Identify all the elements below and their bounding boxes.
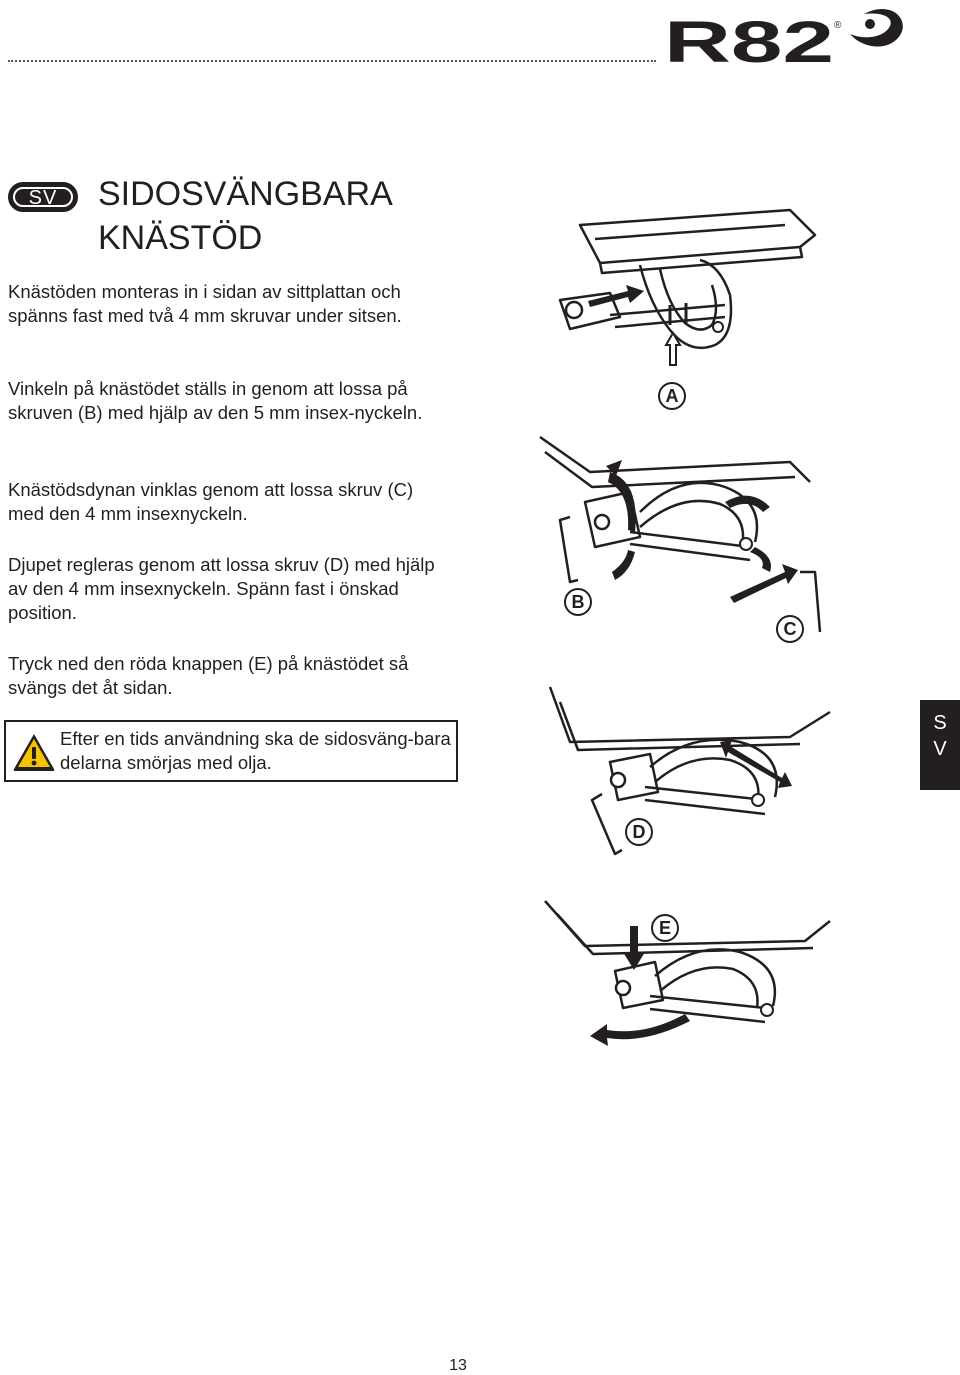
press-down-arrow-icon	[623, 926, 645, 970]
page-number: 13	[449, 1357, 467, 1374]
language-badge-label: SV	[13, 187, 73, 207]
logo-dot-icon	[865, 19, 875, 29]
side-language-tab	[920, 700, 960, 790]
paragraph-swing: Tryck ned den röda knappen (E) på knästödet så svängs det åt sidan.	[8, 653, 409, 698]
title-line-1: SIDOSVÄNGBARA	[98, 175, 393, 213]
logo-registered-mark: ®	[834, 20, 842, 31]
warning-triangle-icon	[12, 732, 56, 772]
warning-text: Efter en tids användning ska de sidosväng-bara delarna smörjas med olja.	[60, 728, 451, 773]
page-title	[98, 172, 393, 260]
paragraph-mounting: Knästöden monteras in i sidan av sittplattan och spänns fast med två 4 mm skruvar under sitsen.	[8, 281, 402, 326]
illustration-e-swing	[545, 896, 830, 1056]
paragraph-angle: Vinkeln på knästödet ställs in genom att lossa på skruven (B) med hjälp av den 5 mm insex-nyckeln.	[8, 378, 423, 423]
illustration-d-depth	[550, 682, 830, 852]
r82-logo	[664, 4, 914, 68]
side-tab-letter-2: V	[933, 738, 947, 760]
title-line-2: KNÄSTÖD	[98, 219, 263, 257]
language-badge	[8, 182, 78, 212]
logo-swirl-icon	[850, 9, 903, 47]
callout-d: D	[625, 818, 653, 846]
rotate-up-arrow-icon	[608, 472, 636, 532]
warning-box	[4, 720, 458, 782]
callout-e: E	[651, 914, 679, 942]
illustration-a-mounting	[540, 205, 830, 375]
logo-text: R82	[664, 10, 834, 68]
rotate-down-arrow-icon	[612, 550, 635, 580]
paragraph-pad-angle: Knästödsdynan vinklas genom att lossa skruv (C) med den 4 mm insexnyckeln.	[8, 479, 414, 524]
swing-aside-arrow-icon	[590, 1014, 690, 1046]
callout-a: A	[658, 382, 686, 410]
callout-b: B	[564, 588, 592, 616]
side-tab-letter-1: S	[933, 712, 947, 734]
slide-arrow-icon	[730, 564, 798, 603]
callout-c: C	[776, 615, 804, 643]
paragraph-depth: Djupet regleras genom att lossa skruv (D) med hjälp av den 4 mm insexnyckeln. Spänn fast i önskad position.	[8, 554, 435, 623]
header-dotted-rule	[8, 60, 656, 62]
